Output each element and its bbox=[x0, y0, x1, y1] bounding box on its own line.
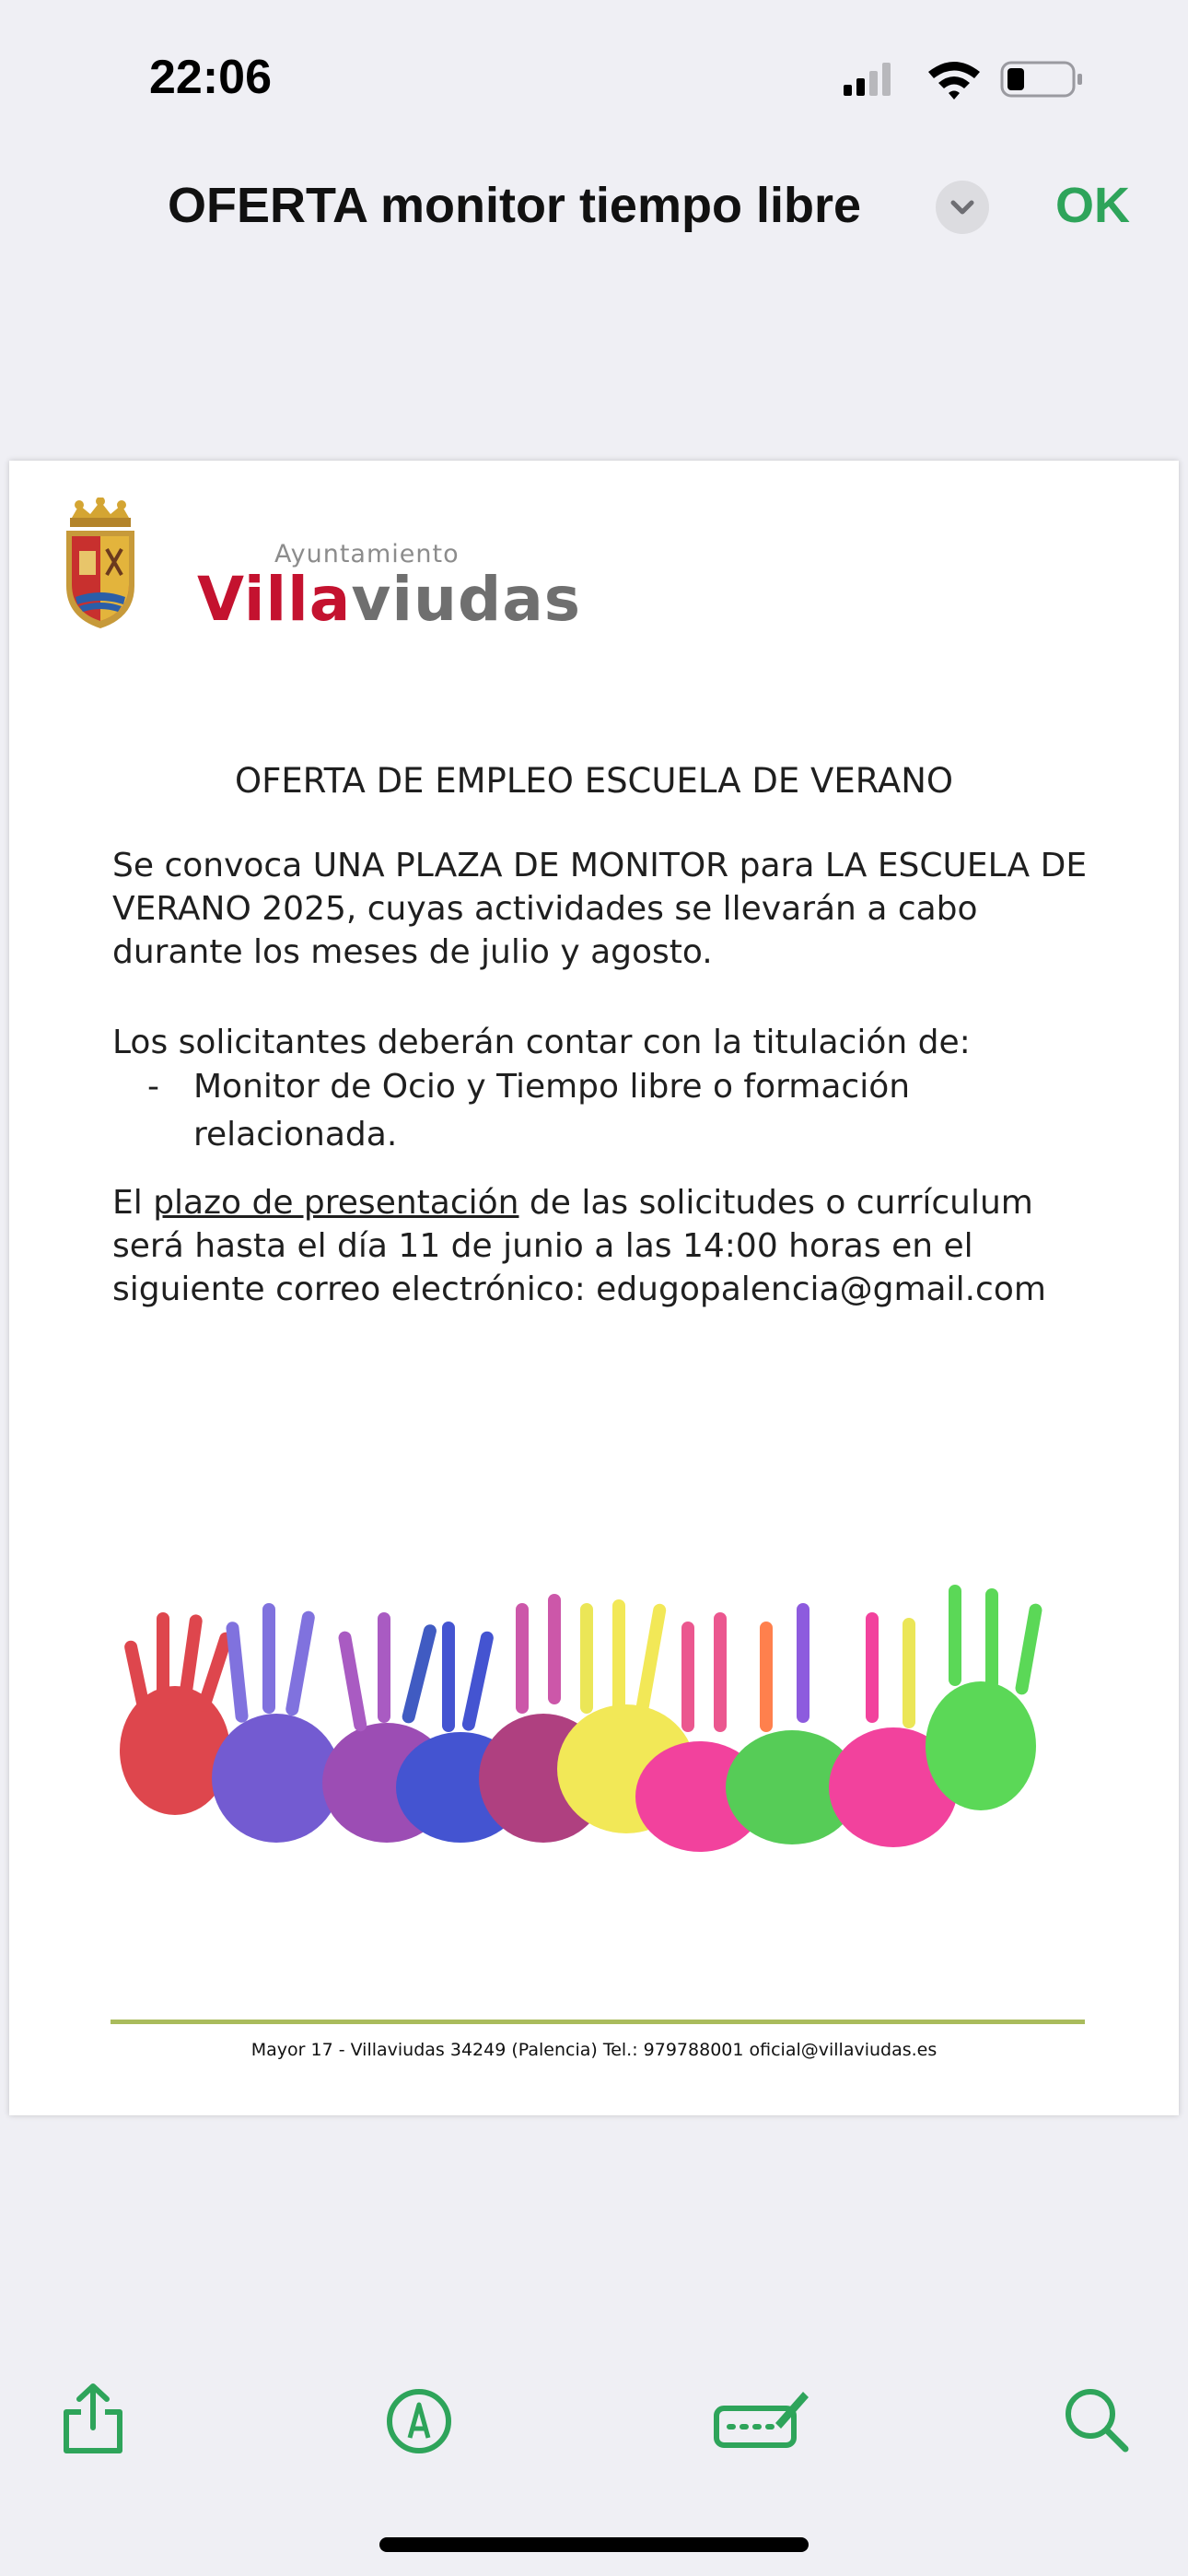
share-button[interactable] bbox=[52, 2377, 134, 2460]
battery-icon bbox=[1002, 63, 1082, 96]
search-button[interactable] bbox=[1055, 2377, 1138, 2460]
document-heading: OFERTA DE EMPLEO ESCUELA DE VERANO bbox=[234, 761, 954, 801]
document-page bbox=[9, 461, 1179, 2115]
colorful-handprints-image bbox=[111, 1566, 1077, 1879]
nav-bar bbox=[0, 166, 1188, 249]
paragraph-requirements: Los solicitantes deberán contar con la titulación de: bbox=[112, 1024, 971, 1061]
status-time: 22:06 bbox=[149, 51, 272, 104]
signature-button[interactable] bbox=[711, 2377, 812, 2460]
bottom-toolbar bbox=[0, 2359, 1188, 2488]
status-icons bbox=[838, 55, 1087, 101]
search-icon bbox=[1055, 2377, 1138, 2460]
footer-divider bbox=[111, 2020, 1085, 2024]
markup-button[interactable] bbox=[378, 2377, 460, 2460]
share-icon bbox=[52, 2377, 134, 2460]
paragraph-announcement: Se convoca UNA PLAZA DE MONITOR para LA ESCUELA DE VERANO 2025, cuyas actividades se llevarán a cabo durante los meses de julio y agosto. bbox=[112, 847, 1088, 971]
document-title[interactable]: OFERTA monitor tiempo libre bbox=[168, 178, 861, 233]
chevron-down-icon bbox=[936, 181, 989, 234]
logo-wordmark: Villaviudas bbox=[197, 564, 582, 635]
paragraph-deadline: El plazo de presentación de las solicitudes o currículum será hasta el día 11 de junio a las 14:00 horas en el siguiente correo electrónico: edugopalencia@gmail.com bbox=[112, 1184, 1046, 1308]
coat-of-arms-logo bbox=[59, 498, 142, 632]
bullet-dash: - bbox=[147, 1068, 159, 1106]
wifi-icon bbox=[928, 62, 980, 100]
cellular-signal-icon bbox=[844, 63, 891, 96]
signature-icon bbox=[711, 2377, 812, 2460]
logo-subtitle: Ayuntamiento bbox=[274, 540, 460, 568]
done-button[interactable]: OK bbox=[1055, 178, 1130, 233]
home-indicator[interactable] bbox=[379, 2537, 809, 2552]
status-bar bbox=[0, 0, 1188, 157]
deadline-underlined: plazo de presentación bbox=[153, 1184, 519, 1222]
footer-contact: Mayor 17 - Villaviudas 34249 (Palencia) Tel.: 979788001 oficial@villaviudas.es bbox=[250, 2040, 938, 2060]
bullet-text: Monitor de Ocio y Tiempo libre o formación relacionada. bbox=[193, 1068, 911, 1153]
title-menu-button[interactable] bbox=[936, 181, 989, 234]
markup-icon bbox=[378, 2377, 460, 2460]
